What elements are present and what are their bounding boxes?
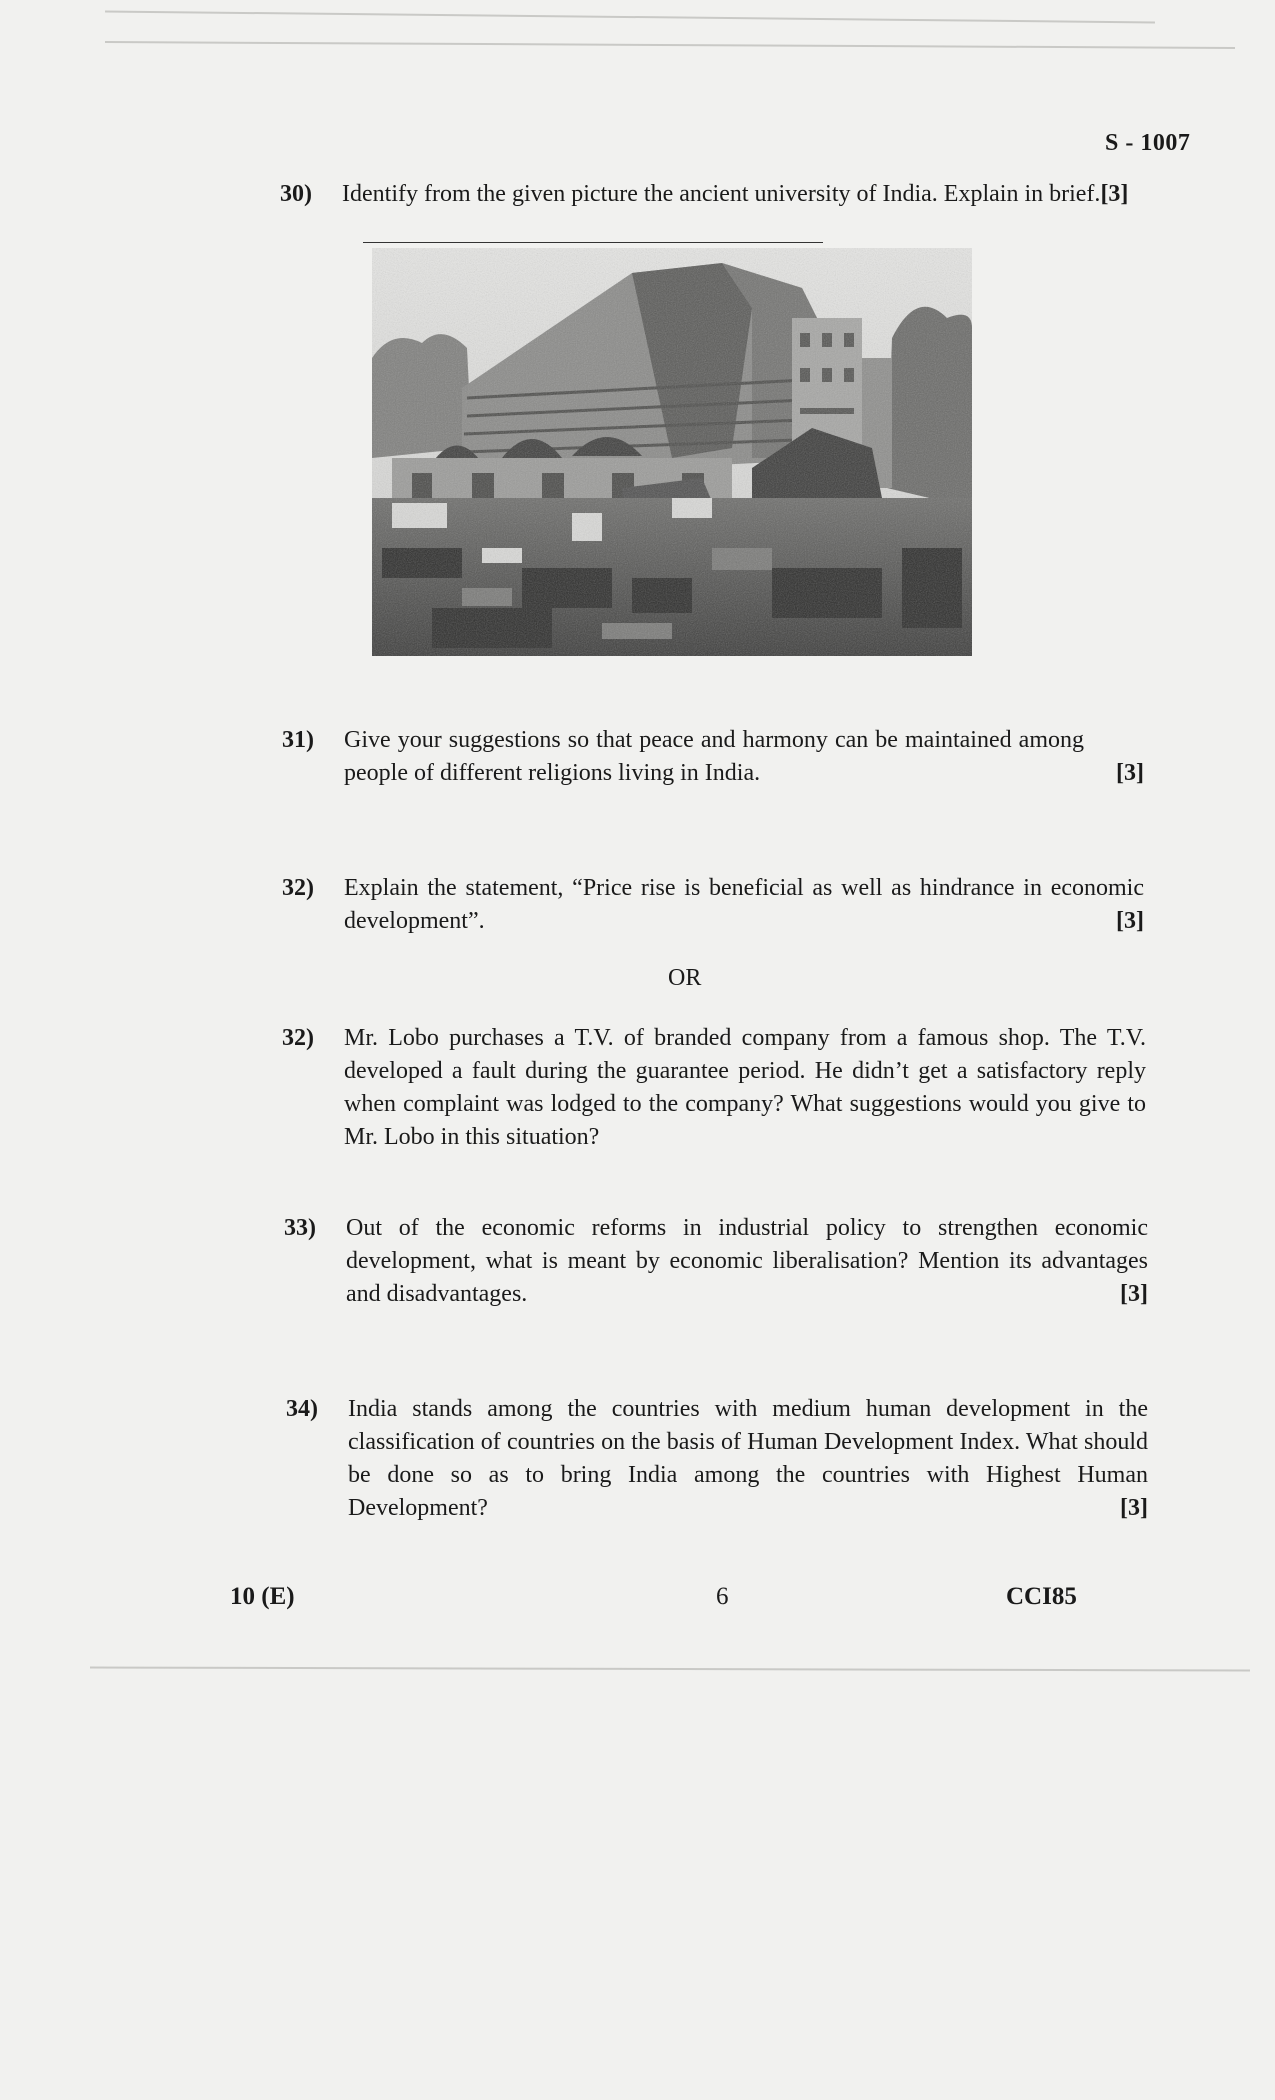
ancient-university-photo xyxy=(372,248,972,656)
question-text: Give your suggestions so that peace and harmony can be maintained among people of different religions living in India. xyxy=(344,727,1084,786)
question-marks: [3] xyxy=(1116,908,1144,934)
question-number: 34) xyxy=(286,1396,318,1422)
question-text xyxy=(342,178,1142,211)
bottom-edge-line xyxy=(90,1666,1250,1671)
or-separator: OR xyxy=(668,965,702,991)
page-number: 6 xyxy=(716,1583,729,1610)
question-marks: [3] xyxy=(1120,1281,1148,1307)
question-31 xyxy=(282,724,1144,794)
photo-top-rule xyxy=(363,242,823,243)
question-number: 31) xyxy=(282,727,314,753)
footer-left: 10 (E) xyxy=(230,1583,295,1610)
question-33 xyxy=(284,1212,1148,1312)
ruins-image xyxy=(372,248,972,656)
question-text: Out of the economic reforms in industrial policy to strengthen economic development, what is meant by economic liberalisation? Mention its advantages and disadvantages. xyxy=(346,1215,1148,1307)
question-marks: [3] xyxy=(1100,181,1129,207)
question-marks: [3] xyxy=(1120,1495,1148,1521)
question-34 xyxy=(286,1393,1148,1528)
question-number: 32) xyxy=(282,1025,314,1051)
paper-code: S - 1007 xyxy=(1105,130,1191,156)
question-body: Identify from the given picture the ancient university of India. Explain in brief. xyxy=(342,181,1101,207)
question-text: Explain the statement, “Price rise is beneficial as well as hindrance in economic development”. xyxy=(344,875,1144,934)
top-edge-line-2 xyxy=(105,41,1235,49)
top-edge-line xyxy=(105,11,1155,24)
footer-right: CCI85 xyxy=(1006,1583,1077,1610)
question-marks: [3] xyxy=(1116,760,1144,786)
question-number: 30) xyxy=(280,181,312,207)
question-32 xyxy=(282,872,1144,942)
question-number: 32) xyxy=(282,875,314,901)
question-number: 33) xyxy=(284,1215,316,1241)
question-text: India stands among the countries with medium human development in the classification of countries on the basis of Human Development Index. What should be done so as to bring India among the countries with Highest Human Development? xyxy=(348,1396,1148,1521)
question-text: Mr. Lobo purchases a T.V. of branded company from a famous shop. The T.V. developed a fault during the guarantee period. He didn’t get a satisfactory reply when complaint was lodged to the company? What suggestions would you give to Mr. Lobo in this situation? xyxy=(344,1025,1146,1150)
